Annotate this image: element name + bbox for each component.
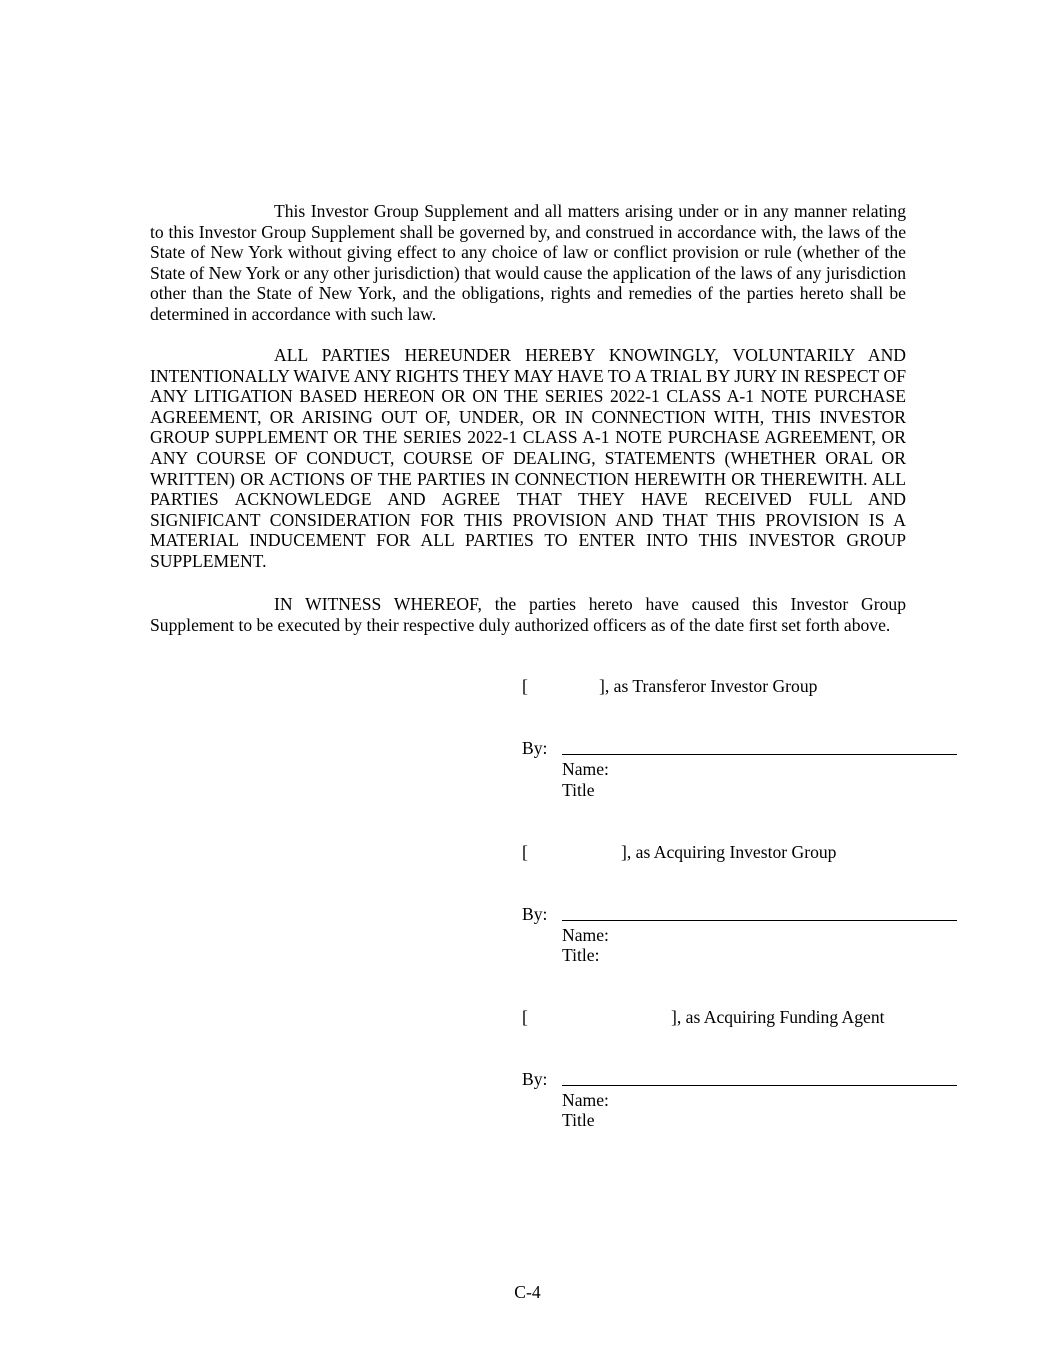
jury-waiver-text: ALL PARTIES HEREUNDER HEREBY KNOWINGLY, VOLUNTARILY AND INTENTIONALLY WAIVE ANY RIGHTS THEY MAY HAVE TO A TRIAL BY JURY IN RESPECT OF ANY LITIGATION BASED HEREON OR ON THE SERIES 2022-1 CLASS A-1 NOTE PURCHASE AGREEMENT, OR ARISING OUT OF, UNDER, OR IN CONNECTION WITH, THIS INVESTOR GROUP SUPPLEMENT OR THE SERIES 2022-1 CLASS A-1 NOTE PURCHASE AGREEMENT, OR ANY COURSE OF CONDUCT, COURSE OF DEALING, STATEMENTS (WHETHER ORAL OR WRITTEN) OR ACTIONS OF THE PARTIES IN CONNECTION HEREWITH OR THEREWITH. ALL PARTIES ACKNOWLEDGE AND AGREE THAT THEY HAVE RECEIVED FULL AND SIGNIFICANT CONSIDERATION FOR THIS PROVISION AND THAT THIS PROVISION IS A MATERIAL INDUCEMENT FOR ALL PARTIES TO ENTER INTO THIS INVESTOR GROUP SUPPLEMENT. — [150, 345, 906, 571]
entity-role: ], as Transferor Investor Group — [599, 676, 818, 696]
signature-line[interactable] — [562, 1085, 957, 1086]
title-label: Title — [562, 1110, 595, 1130]
signature-line[interactable] — [562, 754, 957, 755]
by-label: By: — [522, 1069, 548, 1089]
witness-paragraph — [150, 594, 906, 635]
entity-bracket: [ — [522, 676, 528, 696]
witness-text: IN WITNESS WHEREOF, the parties hereto have caused this Investor Group Supplement to be executed by their respective duly authorized officers as of the date first set forth above. — [150, 594, 906, 635]
name-label: Name: — [562, 1090, 609, 1110]
by-label: By: — [522, 738, 548, 758]
entity-role: ], as Acquiring Investor Group — [621, 842, 837, 862]
page-number: C-4 — [514, 1282, 541, 1302]
signature-line[interactable] — [562, 920, 957, 921]
governing-law-paragraph — [150, 201, 906, 325]
title-label: Title — [562, 780, 595, 800]
title-label: Title: — [562, 945, 600, 965]
jury-waiver-paragraph — [150, 345, 906, 572]
entity-bracket: [ — [522, 1007, 528, 1027]
entity-bracket: [ — [522, 842, 528, 862]
governing-law-text: This Investor Group Supplement and all matters arising under or in any manner relating to this Investor Group Supplement shall be governed by, and construed in accordance with, the laws of the State of New York without giving effect to any choice of law or conflict provision or rule (whether of the State of New York or any other jurisdiction) that would cause the application of the laws of any jurisdiction other than the State of New York, and the obligations, rights and remedies of the parties hereto shall be determined in accordance with such law. — [150, 201, 906, 324]
by-label: By: — [522, 904, 548, 924]
name-label: Name: — [562, 759, 609, 779]
name-label: Name: — [562, 925, 609, 945]
entity-role: ], as Acquiring Funding Agent — [671, 1007, 885, 1027]
